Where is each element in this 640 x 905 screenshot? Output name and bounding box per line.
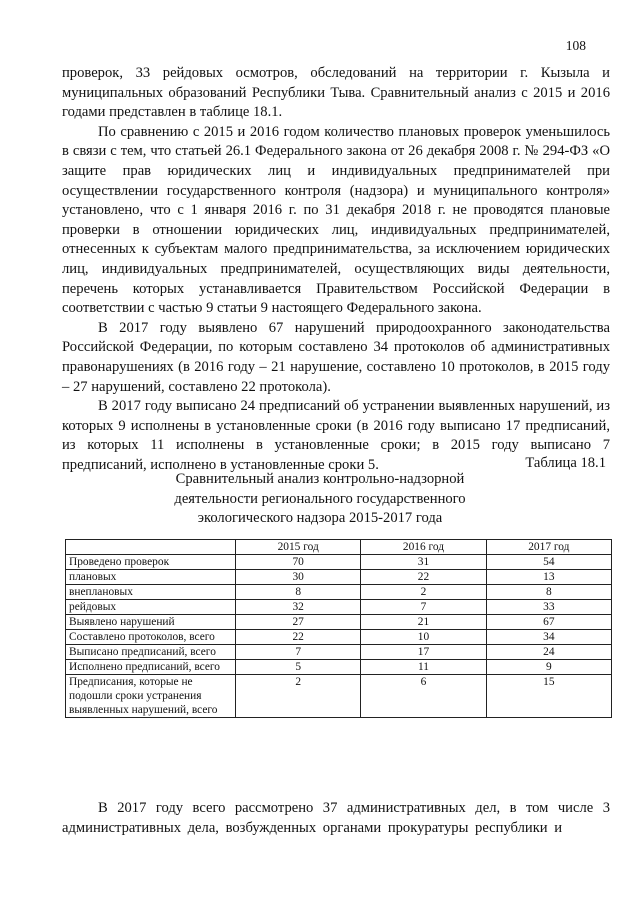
paragraph-planned-inspections: По сравнению с 2015 и 2016 годом количество плановых проверок уменьшилось в связи с тем, что статьей 26.1 Федерального закона от 26 декабря 2008 г. № 294-ФЗ «О защите прав юридических лиц и индивидуальных предпринимателей при осуществлении государственного контроля (надзора) и муниципального контроля» установлено, что с 1 января 2016 г. по 31 декабря 2018 г. не проводятся плановые проверки в отношении юридических лиц, индивидуальных предпринимателей, отнесенных к субъектам малого предпринимательства, за исключением юридических лиц, индивидуальных предпринимателей, осуществляющих виды деятельности, перечень которых устанавливается Правительством Российской Федерации в соответствии с частью 9 статьи 9 настоящего Федерального закона. (62, 123, 610, 317)
cell-2015: 22 (236, 630, 361, 645)
cell-2016: 10 (361, 630, 486, 645)
table-row (66, 675, 612, 718)
row-label: Проведено проверок (66, 555, 236, 570)
cell-2016: 7 (361, 600, 486, 615)
cell-2017: 13 (486, 570, 611, 585)
cell-2015: 2 (236, 675, 361, 718)
table-header-row (66, 540, 612, 555)
cell-2015: 32 (236, 600, 361, 615)
row-label: Исполнено предписаний, всего (66, 660, 236, 675)
cell-2016: 2 (361, 585, 486, 600)
cell-2016: 31 (361, 555, 486, 570)
cell-2016: 11 (361, 660, 486, 675)
cell-2015: 70 (236, 555, 361, 570)
table-row (66, 645, 612, 660)
table-header-cell: 2017 год (486, 540, 611, 555)
table-row (66, 555, 612, 570)
cell-2015: 30 (236, 570, 361, 585)
footer-text (62, 798, 610, 838)
row-label: Предписания, которые не подошли сроки устранения выявленных нарушений, всего (66, 675, 236, 718)
table-row (66, 660, 612, 675)
paragraph-prescriptions: В 2017 году выписано 24 предписаний об устранении выявленных нарушений, из которых 9 исполнены в установленные сроки (в 2016 году выписано 17 предписаний, из которых 11 исполнены в установленные сроки; в 2015 году выписано 7 предписаний, исполнено в установленные сроки 5. (62, 398, 610, 473)
table-header-cell: 2016 год (361, 540, 486, 555)
table-title-line: экологического надзора 2015-2017 года (197, 510, 443, 526)
row-label: Выписано предписаний, всего (66, 645, 236, 660)
table-title-line: деятельности регионального государственного (174, 490, 466, 507)
table-row (66, 600, 612, 615)
table-row (66, 630, 612, 645)
paragraph-continuation: проверок, 33 рейдовых осмотров, обследований на территории г. Кызыла и муниципальных образований Республики Тыва. Сравнительный анализ с 2015 и 2016 годами представлен в таблице 18.1. (62, 65, 610, 121)
cell-2016: 17 (361, 645, 486, 660)
cell-2015: 7 (236, 645, 361, 660)
cell-2017: 54 (486, 555, 611, 570)
cell-2016: 6 (361, 675, 486, 718)
row-label: плановых (66, 570, 236, 585)
page-number: 108 (565, 38, 586, 53)
row-label: рейдовых (66, 600, 236, 615)
cell-2016: 22 (361, 570, 486, 585)
table-title (0, 470, 640, 529)
table-row (66, 585, 612, 600)
cell-2017: 34 (486, 630, 611, 645)
cell-2017: 9 (486, 660, 611, 675)
row-label: Составлено протоколов, всего (66, 630, 236, 645)
row-label: внеплановых (66, 585, 236, 600)
paragraph-administrative-cases: В 2017 году всего рассмотрено 37 административных дел, в том числе 3 административных дела, возбужденных органами прокуратуры республики и (62, 800, 610, 836)
table-row (66, 615, 612, 630)
cell-2017: 24 (486, 645, 611, 660)
table-title-line: Сравнительный анализ контрольно-надзорной (175, 471, 465, 487)
row-label: Выявлено нарушений (66, 615, 236, 630)
table-caption: Таблица 18.1 (525, 455, 606, 471)
cell-2017: 15 (486, 675, 611, 718)
paragraph-violations: В 2017 году выявлено 67 нарушений природоохранного законодательства Российской Федерации, по которым составлено 34 протоколов об административных правонарушениях (в 2016 году – 21 нарушение, составлено 10 протоколов, в 2015 году – 27 нарушений, составлено 22 протокола). (62, 319, 610, 395)
cell-2016: 21 (361, 615, 486, 630)
cell-2015: 8 (236, 585, 361, 600)
table-header-cell: 2015 год (236, 540, 361, 555)
cell-2017: 67 (486, 615, 611, 630)
body-text (62, 64, 610, 475)
cell-2017: 8 (486, 585, 611, 600)
cell-2017: 33 (486, 600, 611, 615)
table-row (66, 570, 612, 585)
table-header-cell (66, 540, 236, 555)
cell-2015: 5 (236, 660, 361, 675)
comparison-table (65, 539, 612, 718)
cell-2015: 27 (236, 615, 361, 630)
